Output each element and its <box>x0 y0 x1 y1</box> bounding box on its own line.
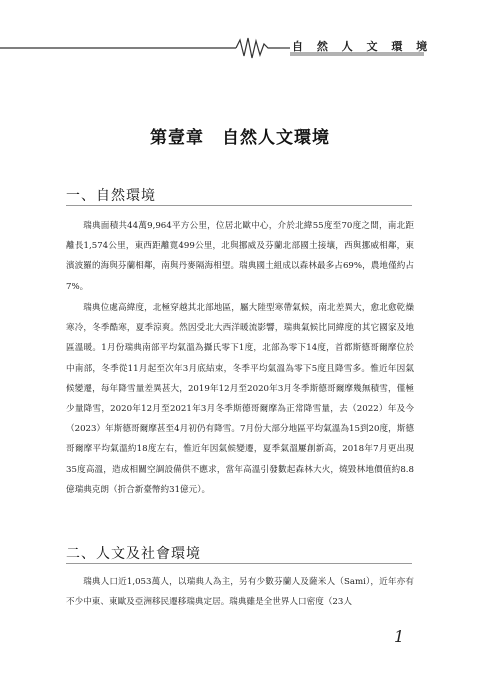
chapter-title: 第壹章 自然人文環境 <box>150 128 330 148</box>
paragraph-geography: 瑞典面積共44萬9,964平方公里，位居北歐中心，介於北緯55度至70度之間，南北距離長1,574公里，東西距離寬499公里，北與挪威及芬蘭北部國土接壤，西與挪威相鄰，東濱波羅的海與芬蘭相鄰，南與丹麥隔海相望。瑞典國土組成以森林最多占69%，農地僅約占7%。 <box>66 221 414 292</box>
running-header <box>0 36 480 60</box>
section-divider <box>66 563 412 564</box>
section-title-natural-environment: 一、自然環境 <box>66 188 156 204</box>
page-number: 1 <box>394 627 405 646</box>
header-title: 自 然 人 文 環 境 <box>292 40 433 53</box>
paragraph-population: 瑞典人口近1,053萬人，以瑞典人為主，另有少數芬蘭人及薩米人（Sami），近年亦有不少中東、東歐及亞洲移民遷移瑞典定居。瑞典雖是全世界人口密度（23人 <box>66 577 414 608</box>
section-divider <box>66 205 412 206</box>
section-title-social-environment: 二、人文及社會環境 <box>66 546 201 562</box>
paragraph-climate: 瑞典位處高緯度，北極穿越其北部地區，屬大陸型寒帶氣候，南北差異大，愈北愈乾燥寒冷，冬季酷寒，夏季涼爽。然因受北大西洋暖流影響，瑞典氣候比同緯度的其它國家及地區溫暖。1月份瑞典南部平均氣溫為攝氏零下1度，北部為零下14度，首都斯德哥爾摩位於中南部，冬季從11月起至次年3月底結束，冬季平均氣溫為零下5度且降雪多。惟近年因氣候變遷，每年降雪量差異甚大，2019年12月至2020年3月冬季斯德哥爾摩幾無積雪，僅極少量降雪，2020年12月至2021年3月冬季斯德哥爾摩為正常降雪量，去（2022）年及今（2023）年斯德哥爾摩甚至4月初仍有降雪。7月份大部分地區平均氣溫為15到20度，斯德哥爾摩平均氣溫約18度左右，惟近年因氣候變遷，夏季氣溫屢創新高，2018年7月更出現35度高溫，造成相關空調設備供不應求，當年高溫引發數起森林大火，燒毀林地價值約8.8億瑞典克朗（折合新臺幣約31億元）。 <box>66 303 414 495</box>
